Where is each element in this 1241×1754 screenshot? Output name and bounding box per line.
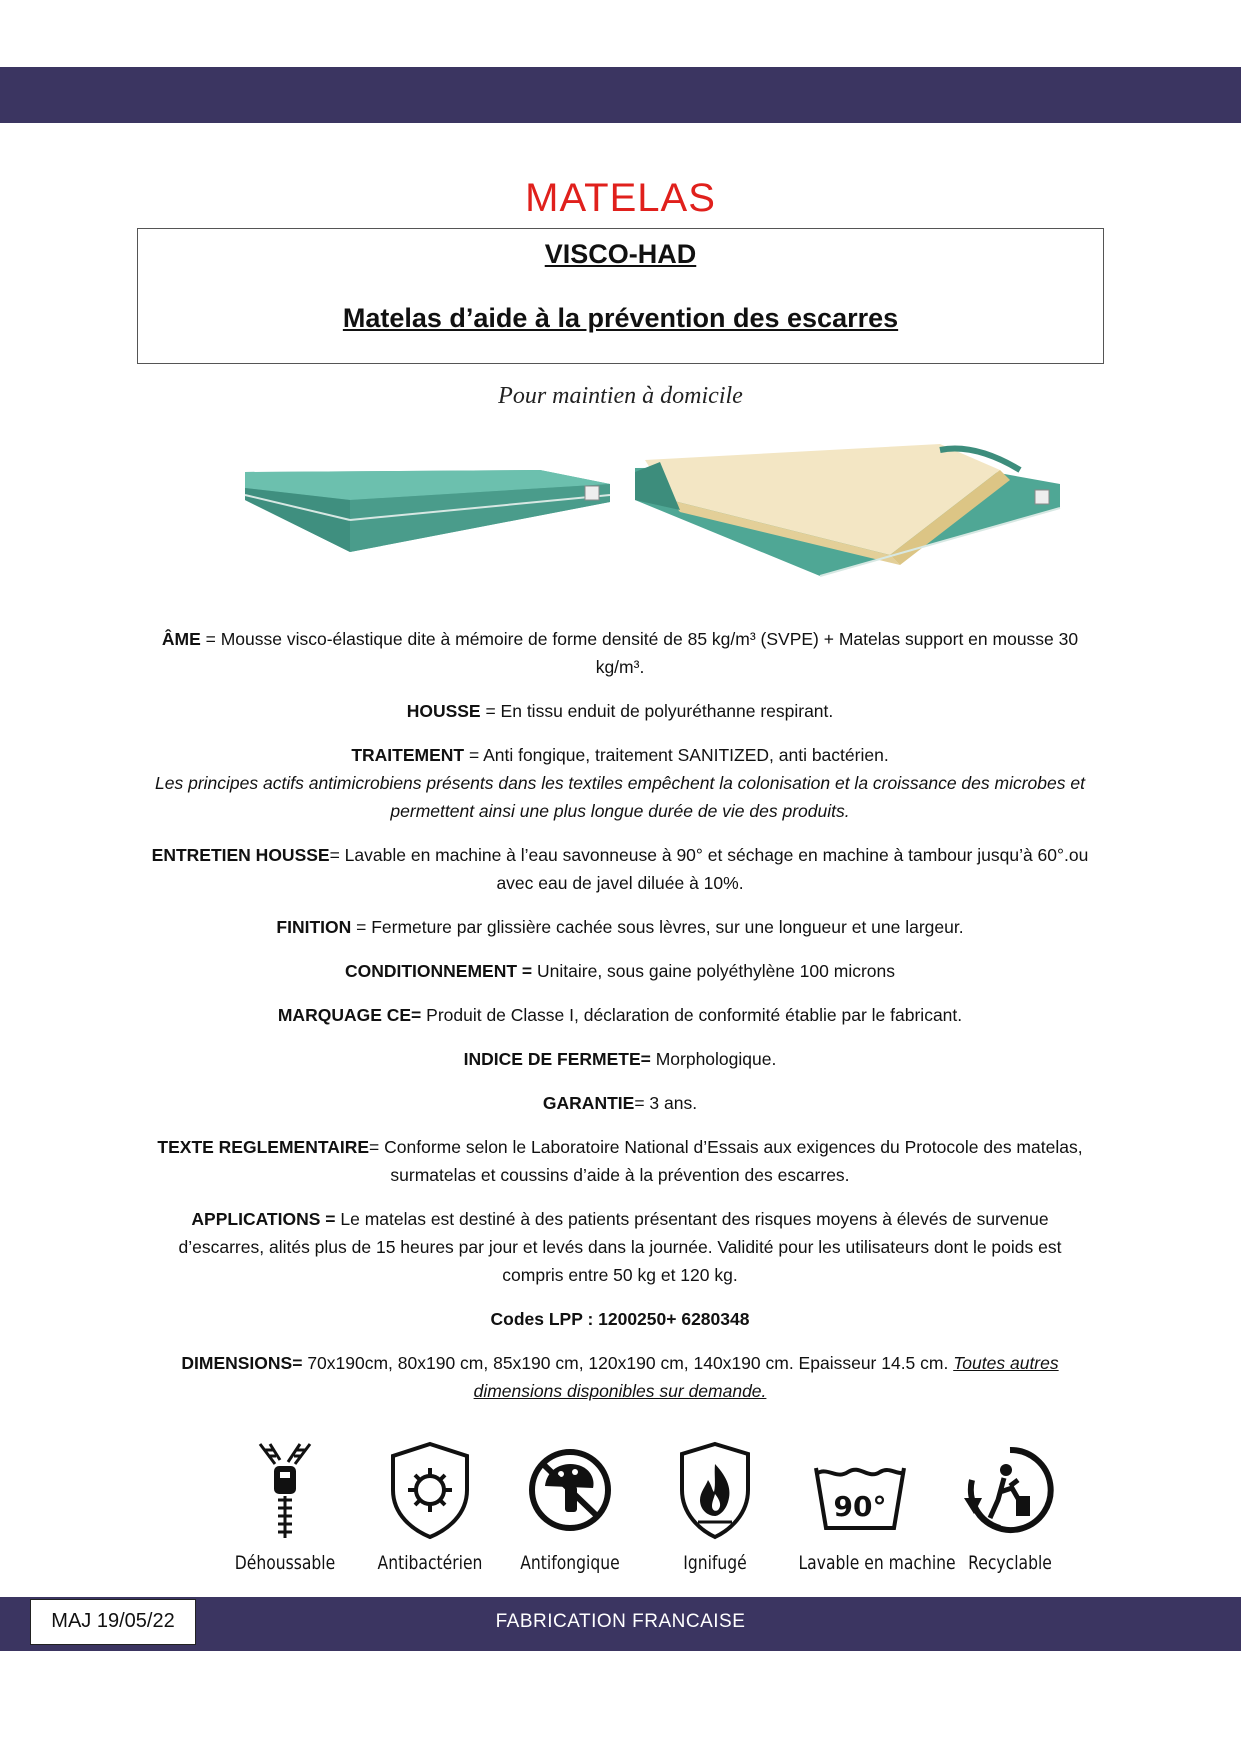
no-fungus-icon: [525, 1440, 615, 1540]
spec-value: Produit de Classe I, déclaration de conformité établie par le fabricant.: [421, 1005, 963, 1025]
feature-lavable: [785, 1440, 956, 1574]
feature-icons: [234, 1440, 1100, 1590]
spec-codes-lpp: [150, 1305, 1090, 1333]
spec-label: ÂME: [161, 629, 201, 649]
spec-conditionnement: [150, 957, 1090, 985]
spec-value: Le matelas est destiné à des patients présentant des risques moyens à élevés de survenue d’escarres, alités plus de 15 heures par jour et levés dans la journée. Validité pour les utilisateurs dont le poids est compris entre 50 kg et 120 kg.: [178, 1209, 1062, 1285]
spec-value: = En tissu enduit de polyuréthanne respirant.: [480, 701, 834, 721]
feature-label: Ignifugé: [683, 1552, 747, 1574]
feature-label: Antifongique: [520, 1552, 620, 1574]
spec-value: = Anti fongique, traitement SANITIZED, anti bactérien.: [464, 745, 889, 765]
zipper-icon: [240, 1440, 330, 1540]
product-subtitle: Matelas d’aide à la prévention des escarres: [342, 303, 899, 333]
footer-text: FABRICATION FRANCAISE: [495, 1611, 746, 1632]
spec-value: = Lavable en machine à l’eau savonneuse à 90° et séchage en machine à tambour jusqu’à 60°.ou avec eau de javel diluée à 10%.: [329, 845, 1089, 893]
spec-entretien: [150, 841, 1090, 897]
antibacterial-shield-icon: [385, 1440, 475, 1540]
feature-antifongique: [495, 1440, 645, 1574]
spec-label: CONDITIONNEMENT =: [344, 961, 533, 981]
spec-value: = Conforme selon le Laboratoire National d’Essais aux exigences du Protocole des matelas, surmatelas et coussins d’aide à la prévention des escarres.: [369, 1137, 1083, 1185]
spec-marquage: [150, 1001, 1090, 1029]
category-title: MATELAS: [525, 176, 716, 220]
feature-dehoussable: [210, 1440, 360, 1574]
mattress-illustration: [240, 440, 1070, 600]
spec-value: = Fermeture par glissière cachée sous lèvres, sur une longueur et une largeur.: [351, 917, 964, 937]
product-name: VISCO-HAD: [544, 239, 697, 269]
recycle-icon: [960, 1440, 1060, 1540]
wash-temp: 90°: [833, 1490, 887, 1523]
spec-ame: [150, 625, 1090, 681]
header-band: [0, 67, 1241, 123]
spec-label: DIMENSIONS=: [181, 1353, 303, 1373]
specifications: [150, 625, 1090, 1421]
spec-label: APPLICATIONS =: [191, 1209, 336, 1229]
spec-note: Les principes actifs antimicrobiens présents dans les textiles empêchent la colonisation et la croissance des microbes et permettent ainsi une plus longue durée de vie des produits.: [155, 773, 1085, 821]
feature-label: Lavable en machine: [798, 1552, 956, 1574]
spec-label: HOUSSE: [406, 701, 481, 721]
spec-label: ENTRETIEN HOUSSE: [151, 845, 330, 865]
spec-value: = 3 ans.: [634, 1093, 698, 1113]
spec-label: TRAITEMENT: [351, 745, 465, 765]
wash-90-icon: [810, 1440, 910, 1540]
feature-label: Recyclable: [968, 1552, 1052, 1574]
mattress-closed-image: [245, 470, 610, 552]
spec-value: 70x190cm, 80x190 cm, 85x190 cm, 120x190 cm, 140x190 cm. Epaisseur 14.5 cm.: [302, 1353, 954, 1373]
spec-value: Unitaire, sous gaine polyéthylène 100 microns: [532, 961, 895, 981]
feature-recyclable: [935, 1440, 1085, 1574]
spec-garantie: [150, 1089, 1090, 1117]
spec-texte: [150, 1133, 1090, 1189]
tagline: Pour maintien à domicile: [498, 383, 743, 409]
flame-shield-icon: [670, 1440, 760, 1540]
spec-value: = Mousse visco-élastique dite à mémoire de forme densité de 85 kg/m³ (SVPE) + Matelas support en mousse 30 kg/m³.: [200, 629, 1079, 677]
spec-applications: [150, 1205, 1090, 1289]
spec-label: Codes LPP : 1200250+ 6280348: [490, 1309, 750, 1329]
spec-value: Morphologique.: [650, 1049, 777, 1069]
spec-housse: [150, 697, 1090, 725]
feature-antibacterien: [355, 1440, 505, 1574]
spec-finition: [150, 913, 1090, 941]
spec-label: GARANTIE: [542, 1093, 635, 1113]
mattress-open-image: [635, 444, 1060, 576]
feature-label: Déhoussable: [234, 1552, 336, 1574]
spec-traitement: [150, 741, 1090, 825]
spec-label: INDICE DE FERMETE=: [463, 1049, 651, 1069]
feature-ignifuge: [640, 1440, 790, 1574]
spec-label: MARQUAGE CE=: [277, 1005, 422, 1025]
update-date: MAJ 19/05/22: [30, 1599, 196, 1645]
spec-dimensions: [150, 1349, 1090, 1405]
feature-label: Antibactérien: [377, 1552, 483, 1574]
spec-label: TEXTE REGLEMENTAIRE: [157, 1137, 370, 1157]
title-box: [137, 228, 1104, 364]
product-photos: [240, 440, 1070, 600]
spec-label: FINITION: [276, 917, 352, 937]
spec-note: Toutes autres dimensions disponibles sur demande.: [473, 1353, 1059, 1401]
spec-fermete: [150, 1045, 1090, 1073]
